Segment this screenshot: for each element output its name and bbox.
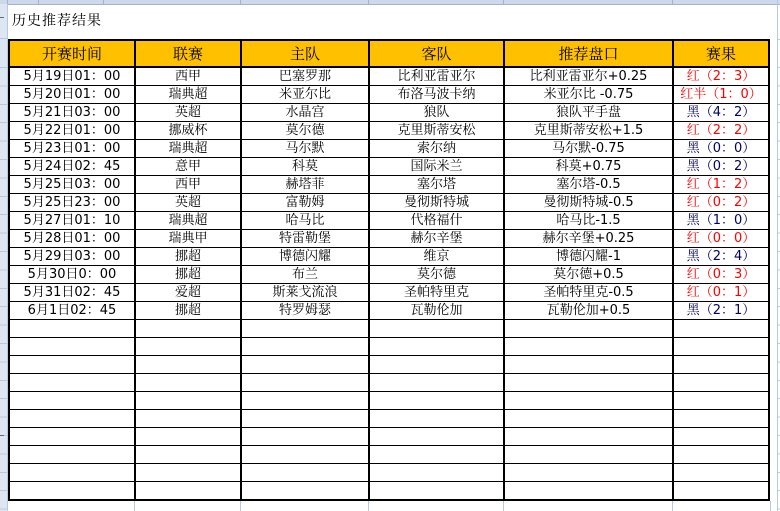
empty-cell[interactable] (135, 392, 241, 410)
cell-time[interactable]: 5月19日01：00 (9, 67, 135, 86)
empty-cell[interactable] (241, 356, 369, 374)
empty-row (9, 482, 769, 501)
cell-league[interactable]: 挪超 (135, 248, 241, 266)
empty-cell[interactable] (673, 338, 769, 356)
empty-row (9, 428, 769, 446)
empty-cell[interactable] (673, 356, 769, 374)
cell-league[interactable]: 挪威杯 (135, 122, 241, 140)
gridline (672, 501, 673, 511)
cell-home[interactable]: 米亚尔比 (241, 86, 369, 104)
cell-time[interactable]: 5月24日02：45 (9, 158, 135, 176)
empty-row (9, 356, 769, 374)
cell-away[interactable]: 代格福什 (369, 212, 504, 230)
empty-row (9, 464, 769, 482)
cell-home[interactable]: 马尔默 (241, 140, 369, 158)
empty-cell[interactable] (241, 464, 369, 482)
cell-handicap[interactable]: 米亚尔比 -0.75 (504, 86, 673, 104)
cell-away[interactable]: 赫尔辛堡 (369, 230, 504, 248)
sheet-left-row-lines (0, 67, 7, 511)
results-table (8, 39, 770, 501)
cell-handicap[interactable]: 瓦勒伦加+0.5 (504, 302, 673, 320)
empty-cell[interactable] (504, 428, 673, 446)
empty-row (9, 446, 769, 464)
cell-league[interactable]: 西甲 (135, 67, 241, 86)
grid-tick (38, 0, 39, 4)
cell-away[interactable]: 索尔纳 (369, 140, 504, 158)
empty-cell[interactable] (369, 482, 504, 501)
cell-time[interactable]: 5月28日01：00 (9, 230, 135, 248)
table-row (9, 176, 769, 194)
table-row (9, 67, 769, 86)
gridline (240, 501, 241, 511)
empty-row (9, 320, 769, 338)
cell-handicap[interactable]: 赫尔辛堡+0.25 (504, 230, 673, 248)
empty-cell[interactable] (504, 320, 673, 338)
grid-tick (103, 0, 104, 4)
gridline (503, 501, 504, 511)
table-row (9, 266, 769, 284)
cell-home[interactable]: 特雷勒堡 (241, 230, 369, 248)
cell-result[interactable]: 红（0：1） (673, 284, 769, 302)
table-row (9, 86, 769, 104)
empty-cell[interactable] (673, 446, 769, 464)
header-row (9, 40, 769, 67)
gridline (134, 501, 135, 511)
table-row (9, 230, 769, 248)
cell-result[interactable]: 红（2：2） (673, 122, 769, 140)
cell-time[interactable]: 5月27日01：10 (9, 212, 135, 230)
cell-home[interactable]: 科莫 (241, 158, 369, 176)
outline-tick (0, 17, 4, 18)
empty-cell[interactable] (135, 320, 241, 338)
table-row (9, 158, 769, 176)
empty-cell[interactable] (135, 410, 241, 428)
empty-cell[interactable] (241, 410, 369, 428)
cell-handicap[interactable]: 科莫+0.75 (504, 158, 673, 176)
empty-cell[interactable] (504, 374, 673, 392)
empty-cell[interactable] (135, 464, 241, 482)
cell-result[interactable]: 黑（0：2） (673, 158, 769, 176)
cell-handicap[interactable]: 比利亚雷亚尔+0.25 (504, 67, 673, 86)
col-header-result[interactable]: 赛果 (673, 40, 769, 67)
cell-handicap[interactable]: 狼队平手盘 (504, 104, 673, 122)
table-row (9, 194, 769, 212)
empty-cell[interactable] (504, 392, 673, 410)
gridline (0, 38, 7, 39)
empty-cell[interactable] (135, 428, 241, 446)
table-row (9, 302, 769, 320)
empty-cell[interactable] (504, 410, 673, 428)
cell-league[interactable]: 瑞典甲 (135, 230, 241, 248)
cell-time[interactable]: 5月25日23：00 (9, 194, 135, 212)
empty-cell[interactable] (9, 446, 135, 464)
cell-result[interactable]: 黑（2：4） (673, 248, 769, 266)
cell-handicap[interactable]: 博德闪耀-1 (504, 248, 673, 266)
empty-cell[interactable] (9, 338, 135, 356)
empty-cell[interactable] (369, 464, 504, 482)
empty-cell[interactable] (369, 392, 504, 410)
empty-cell[interactable] (504, 338, 673, 356)
empty-cell[interactable] (9, 428, 135, 446)
cell-result[interactable]: 红（0：2） (673, 194, 769, 212)
cell-home[interactable]: 莫尔德 (241, 122, 369, 140)
cell-away[interactable]: 布洛马波卡纳 (369, 86, 504, 104)
cell-home[interactable]: 特罗姆瑟 (241, 302, 369, 320)
cell-result[interactable]: 红（2：3） (673, 67, 769, 86)
cell-home[interactable]: 富勒姆 (241, 194, 369, 212)
grid-tick (672, 0, 673, 4)
grid-tick (503, 0, 504, 4)
empty-cell[interactable] (369, 446, 504, 464)
empty-cell[interactable] (241, 320, 369, 338)
cell-home[interactable]: 博德闪耀 (241, 248, 369, 266)
cell-league[interactable]: 瑞典超 (135, 86, 241, 104)
gridline (770, 501, 771, 511)
cell-away[interactable]: 维京 (369, 248, 504, 266)
empty-cell[interactable] (504, 464, 673, 482)
empty-cell[interactable] (9, 356, 135, 374)
empty-cell[interactable] (241, 428, 369, 446)
cell-away[interactable]: 瓦勒伦加 (369, 302, 504, 320)
empty-cell[interactable] (241, 446, 369, 464)
cell-league[interactable]: 挪超 (135, 266, 241, 284)
cell-away[interactable]: 塞尔塔 (369, 176, 504, 194)
col-header-time[interactable]: 开赛时间 (9, 40, 135, 67)
table-row (9, 140, 769, 158)
cell-league[interactable]: 瑞典超 (135, 212, 241, 230)
cell-handicap[interactable]: 马尔默-0.75 (504, 140, 673, 158)
cell-away[interactable]: 圣帕特里克 (369, 284, 504, 302)
cell-league[interactable]: 英超 (135, 194, 241, 212)
empty-cell[interactable] (673, 428, 769, 446)
cell-result[interactable]: 红半（1：0） (673, 86, 769, 104)
cell-league[interactable]: 意甲 (135, 158, 241, 176)
cell-away[interactable]: 莫尔德 (369, 266, 504, 284)
cell-time[interactable]: 5月23日01：00 (9, 140, 135, 158)
table-row (9, 248, 769, 266)
cell-handicap[interactable]: 哈马比-1.5 (504, 212, 673, 230)
cell-home[interactable]: 水晶宫 (241, 104, 369, 122)
cell-result[interactable]: 黑（1：0） (673, 212, 769, 230)
cell-league[interactable]: 英超 (135, 104, 241, 122)
col-header-league[interactable]: 联赛 (135, 40, 241, 67)
empty-cell[interactable] (369, 320, 504, 338)
empty-cell[interactable] (504, 482, 673, 501)
col-header-home[interactable]: 主队 (241, 40, 369, 67)
cell-away[interactable]: 狼队 (369, 104, 504, 122)
empty-cell[interactable] (504, 446, 673, 464)
cell-result[interactable]: 红（0：0） (673, 230, 769, 248)
cell-time[interactable]: 5月29日03：00 (9, 248, 135, 266)
outline-tick (0, 435, 4, 436)
cell-league[interactable]: 爱超 (135, 284, 241, 302)
empty-cell[interactable] (9, 464, 135, 482)
empty-cell[interactable] (241, 392, 369, 410)
empty-cell[interactable] (504, 356, 673, 374)
empty-cell[interactable] (241, 374, 369, 392)
cell-away[interactable]: 比利亚雷亚尔 (369, 67, 504, 86)
gridline (368, 501, 369, 511)
cell-result[interactable]: 黑（2：1） (673, 302, 769, 320)
cell-home[interactable]: 巴塞罗那 (241, 67, 369, 86)
table-row (9, 212, 769, 230)
empty-cell[interactable] (673, 392, 769, 410)
cell-time[interactable]: 5月30日0：00 (9, 266, 135, 284)
empty-cell[interactable] (673, 374, 769, 392)
empty-cell[interactable] (9, 374, 135, 392)
empty-cell[interactable] (135, 356, 241, 374)
empty-cell[interactable] (9, 410, 135, 428)
empty-cell[interactable] (369, 338, 504, 356)
empty-cell[interactable] (135, 446, 241, 464)
cell-time[interactable]: 5月20日01：00 (9, 86, 135, 104)
cell-handicap[interactable]: 莫尔德+0.5 (504, 266, 673, 284)
cell-league[interactable]: 挪超 (135, 302, 241, 320)
empty-cell[interactable] (673, 410, 769, 428)
grid-tick (368, 0, 369, 4)
empty-cell[interactable] (369, 374, 504, 392)
empty-cell[interactable] (135, 338, 241, 356)
cell-handicap[interactable]: 曼彻斯特城-0.5 (504, 194, 673, 212)
cell-handicap[interactable]: 圣帕特里克-0.5 (504, 284, 673, 302)
grid-tick (240, 0, 241, 4)
cell-time[interactable]: 5月21日03：00 (9, 104, 135, 122)
empty-cell[interactable] (135, 482, 241, 501)
table-row (9, 122, 769, 140)
empty-cell[interactable] (369, 356, 504, 374)
cell-result[interactable]: 红（0：3） (673, 266, 769, 284)
empty-cell[interactable] (673, 482, 769, 501)
col-header-handicap[interactable]: 推荐盘口 (504, 40, 673, 67)
empty-cell[interactable] (9, 482, 135, 501)
empty-cell[interactable] (135, 374, 241, 392)
cell-home[interactable]: 哈马比 (241, 212, 369, 230)
empty-row (9, 392, 769, 410)
empty-cell[interactable] (673, 464, 769, 482)
cell-league[interactable]: 西甲 (135, 176, 241, 194)
empty-row (9, 338, 769, 356)
empty-cell[interactable] (241, 338, 369, 356)
table-row (9, 284, 769, 302)
cell-handicap[interactable]: 克里斯蒂安松+1.5 (504, 122, 673, 140)
empty-cell[interactable] (673, 320, 769, 338)
cell-away[interactable]: 国际米兰 (369, 158, 504, 176)
cell-home[interactable]: 斯莱戈流浪 (241, 284, 369, 302)
cell-result[interactable]: 黑（0：0） (673, 140, 769, 158)
cell-away[interactable]: 克里斯蒂安松 (369, 122, 504, 140)
col-header-away[interactable]: 客队 (369, 40, 504, 67)
sheet-top-gridline (0, 0, 780, 5)
cell-home[interactable]: 赫塔菲 (241, 176, 369, 194)
cell-home[interactable]: 布兰 (241, 266, 369, 284)
cell-league[interactable]: 瑞典超 (135, 140, 241, 158)
empty-row (9, 410, 769, 428)
cell-time[interactable]: 5月25日03：00 (9, 176, 135, 194)
empty-cell[interactable] (369, 410, 504, 428)
page-title: 历史推荐结果 (12, 13, 102, 29)
cell-result[interactable]: 红（1：2） (673, 176, 769, 194)
cell-time[interactable]: 5月22日01：00 (9, 122, 135, 140)
cell-time[interactable]: 5月31日02：45 (9, 284, 135, 302)
empty-row (9, 374, 769, 392)
empty-cell[interactable] (369, 428, 504, 446)
cell-handicap[interactable]: 塞尔塔-0.5 (504, 176, 673, 194)
empty-cell[interactable] (9, 320, 135, 338)
empty-cell[interactable] (241, 482, 369, 501)
cell-away[interactable]: 曼彻斯特城 (369, 194, 504, 212)
results-tbody (9, 67, 769, 500)
table-row (9, 104, 769, 122)
cell-time[interactable]: 6月1日02：45 (9, 302, 135, 320)
empty-cell[interactable] (9, 392, 135, 410)
cell-result[interactable]: 黑（4：2） (673, 104, 769, 122)
